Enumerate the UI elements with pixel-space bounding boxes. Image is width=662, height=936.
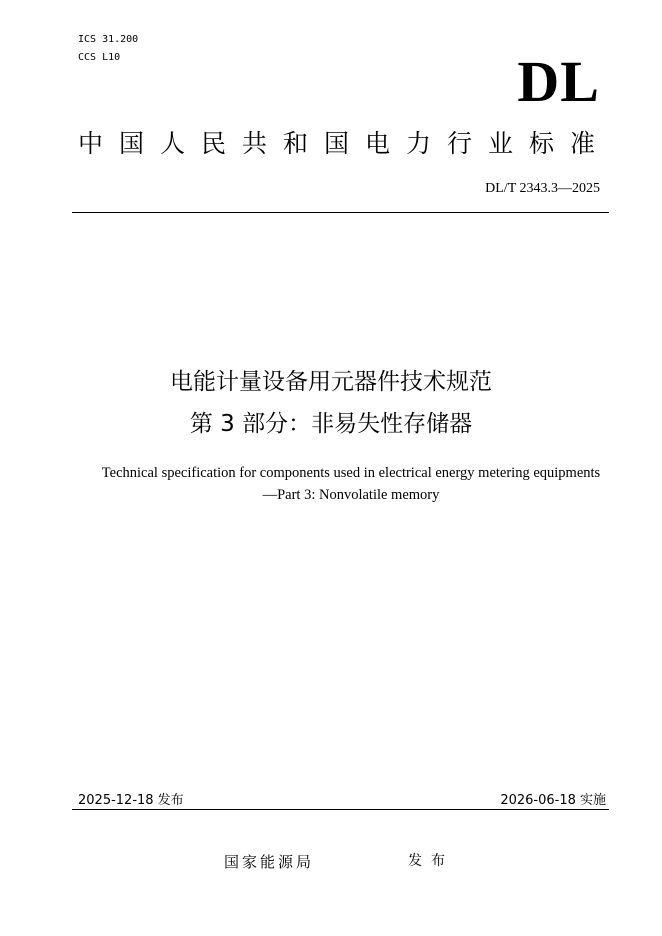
publish-label: 发布 — [408, 853, 454, 869]
chinese-title-line-1: 电能计量设备用元器件技术规范 — [170, 369, 492, 395]
header-divider — [72, 212, 609, 213]
implementation-date: 2026-06-18 实施 — [500, 793, 606, 808]
ccs-code: CCS L10 — [78, 52, 121, 63]
english-title: Technical specification for components used in electrical energy metering equipments—Part 3: Nonvolatile memory — [101, 465, 601, 503]
standard-code: DL/T 2343.3—2025 — [485, 181, 600, 196]
standard-type-title: 中国人民共和国电力行业标准 — [78, 129, 612, 158]
footer-divider — [72, 809, 609, 810]
issue-date: 2025-12-18 发布 — [78, 793, 184, 808]
chinese-title-line-2: 第 3 部分：非易失性存储器 — [189, 411, 473, 437]
publisher: 国家能源局 — [224, 853, 315, 871]
ics-code: ICS 31.200 — [78, 34, 139, 45]
dl-logo: DL — [517, 49, 600, 114]
